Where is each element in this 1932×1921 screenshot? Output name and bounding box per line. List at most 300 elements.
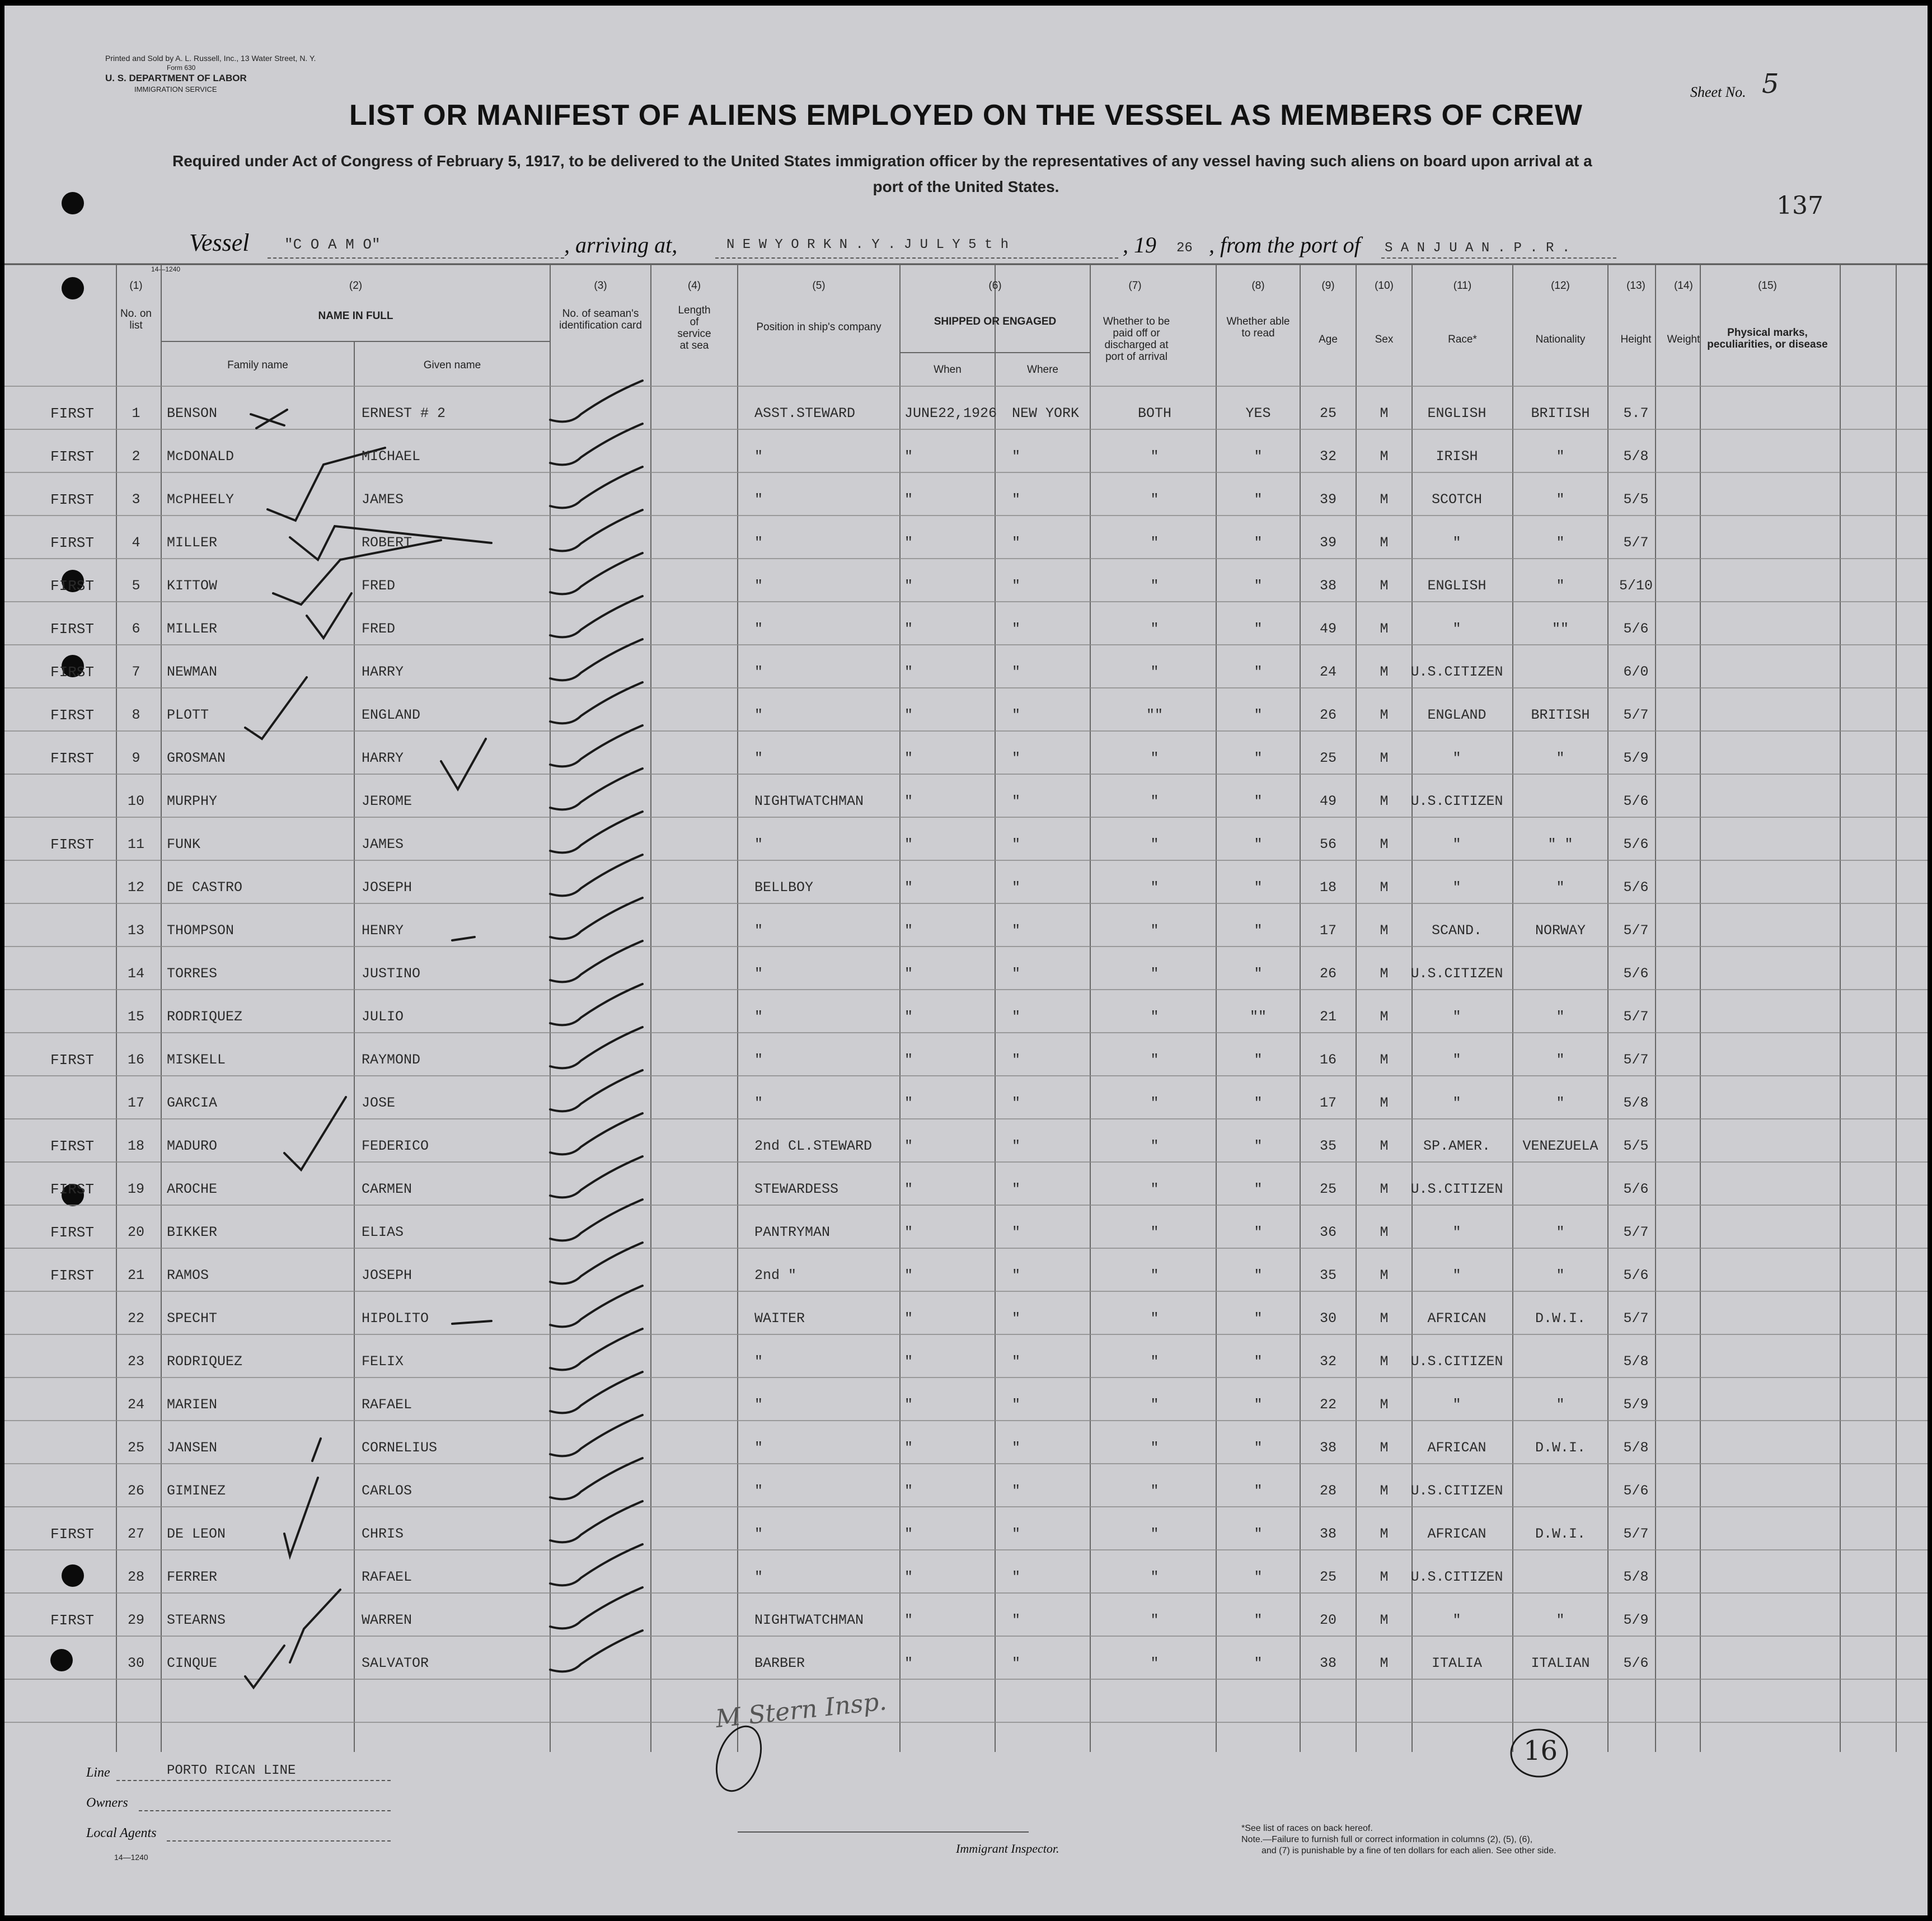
- cell-nat: VENEZUELA: [1522, 1138, 1598, 1154]
- cell-race: ": [1452, 1397, 1461, 1413]
- cell-position: 2nd ": [754, 1267, 797, 1283]
- cell-margin: FIRST: [50, 1267, 95, 1284]
- cell-position: ": [754, 621, 763, 637]
- owners-label: Owners: [86, 1796, 128, 1810]
- check-mark-icon: [550, 1587, 643, 1628]
- cell-position: ": [754, 1353, 763, 1370]
- cell-when: ": [904, 836, 913, 852]
- cell-age: 25: [1319, 1181, 1337, 1197]
- cell-height: 5/7: [1623, 922, 1649, 939]
- col-2b-header: Given name: [423, 359, 481, 371]
- cell-height: 5/10: [1619, 578, 1653, 594]
- local-agents-label: Local Agents: [86, 1826, 157, 1840]
- col-10-number: (10): [1375, 280, 1394, 292]
- cell-read: ": [1254, 491, 1263, 508]
- cell-age: 18: [1319, 879, 1337, 896]
- cell-race: ": [1452, 836, 1461, 852]
- check-mark-icon: [550, 1070, 643, 1111]
- cell-paid: ": [1150, 578, 1159, 594]
- cell-sex: M: [1380, 1181, 1389, 1197]
- cell-where: ": [1012, 1612, 1021, 1628]
- cell-nat: ITALIAN: [1531, 1655, 1590, 1671]
- cell-paid: ": [1150, 491, 1159, 508]
- cell-where: NEW YORK: [1012, 405, 1080, 421]
- cell-family: MADURO: [167, 1138, 218, 1154]
- cell-given: WARREN: [362, 1612, 412, 1628]
- cell-sex: M: [1380, 1440, 1389, 1456]
- cell-no: 21: [127, 1267, 144, 1283]
- col-4-header: Length of service at sea: [677, 304, 711, 352]
- footer-form-code: 14—1240: [114, 1853, 148, 1862]
- cell-when: ": [904, 1181, 913, 1197]
- cell-paid: ": [1150, 1138, 1159, 1154]
- cell-height: 5/8: [1623, 1569, 1649, 1585]
- cell-paid: ": [1150, 793, 1159, 809]
- cell-where: ": [1012, 1009, 1021, 1025]
- cell-race: AFRICAN: [1427, 1440, 1486, 1456]
- cell-race: ENGLISH: [1427, 405, 1486, 421]
- cell-given: RAFAEL: [362, 1397, 412, 1413]
- cell-family: MILLER: [167, 535, 218, 551]
- cell-paid: ": [1150, 448, 1159, 465]
- cell-margin: FIRST: [50, 664, 95, 681]
- cell-margin: FIRST: [50, 1181, 95, 1198]
- cell-read: ": [1254, 1440, 1263, 1456]
- cell-no: 13: [127, 922, 144, 939]
- cell-sex: M: [1380, 1397, 1389, 1413]
- cell-read: ": [1254, 1655, 1263, 1671]
- cell-sex: M: [1380, 1009, 1389, 1025]
- cell-margin: FIRST: [50, 1526, 95, 1543]
- cell-when: ": [904, 448, 913, 465]
- cell-nat: ": [1556, 535, 1565, 551]
- check-mark-icon: [550, 898, 643, 939]
- cell-race: ": [1452, 750, 1461, 766]
- form-number: Form 630: [167, 64, 196, 72]
- cell-age: 25: [1319, 750, 1337, 766]
- cell-age: 39: [1319, 491, 1337, 508]
- cell-margin: FIRST: [50, 621, 95, 638]
- cell-family: FERRER: [167, 1569, 218, 1585]
- cell-family: RODRIQUEZ: [167, 1009, 243, 1025]
- cell-when: ": [904, 750, 913, 766]
- col-12-number: (12): [1551, 280, 1570, 292]
- cell-when: JUNE22,1926: [904, 405, 997, 421]
- cell-no: 19: [127, 1181, 144, 1197]
- cell-where: ": [1012, 1267, 1021, 1283]
- cell-given: JULIO: [362, 1009, 404, 1025]
- col-8-number: (8): [1251, 280, 1265, 292]
- check-mark-icon: [550, 1156, 643, 1197]
- cell-given: RAYMOND: [362, 1052, 421, 1068]
- cell-family: AROCHE: [167, 1181, 218, 1197]
- cell-position: BARBER: [754, 1655, 805, 1671]
- cell-position: NIGHTWATCHMAN: [754, 793, 864, 809]
- cell-when: ": [904, 922, 913, 939]
- department: U. S. DEPARTMENT OF LABOR: [105, 73, 247, 83]
- cell-height: 5/6: [1623, 966, 1649, 982]
- cell-no: 30: [127, 1655, 144, 1671]
- sheet-number: 5: [1762, 68, 1779, 100]
- cell-race: U.S.CITIZEN: [1410, 1483, 1503, 1499]
- cell-sex: M: [1380, 750, 1389, 766]
- cell-where: ": [1012, 535, 1021, 551]
- cell-read: ": [1254, 1224, 1263, 1240]
- cell-paid: ": [1150, 1569, 1159, 1585]
- check-mark-icon: [550, 1329, 643, 1370]
- cell-no: 3: [132, 491, 140, 508]
- cell-nat: D.W.I.: [1535, 1440, 1586, 1456]
- cell-no: 4: [132, 535, 140, 551]
- col-11-number: (11): [1453, 280, 1472, 292]
- col-2a-header: Family name: [227, 359, 288, 371]
- cell-read: ": [1254, 664, 1263, 680]
- col-10-header: Sex: [1375, 334, 1394, 345]
- vessel-label: Vessel: [189, 229, 250, 256]
- cell-position: ": [754, 535, 763, 551]
- cell-given: CORNELIUS: [362, 1440, 438, 1456]
- cell-nat: ": [1556, 1095, 1565, 1111]
- cell-sex: M: [1380, 836, 1389, 852]
- cell-family: McPHEELY: [167, 491, 235, 508]
- check-mark-icon: [550, 941, 643, 982]
- cell-sex: M: [1380, 621, 1389, 637]
- cell-race: ": [1452, 1052, 1461, 1068]
- cell-paid: ": [1150, 1526, 1159, 1542]
- cell-when: ": [904, 621, 913, 637]
- cell-given: HENRY: [362, 922, 404, 939]
- manifest-sheet: [4, 6, 1928, 1915]
- cell-height: 5/6: [1623, 879, 1649, 896]
- cell-read: ": [1254, 1138, 1263, 1154]
- cell-sex: M: [1380, 1612, 1389, 1628]
- cell-where: ": [1012, 1052, 1021, 1068]
- cell-paid: BOTH: [1137, 405, 1171, 421]
- cell-age: 56: [1319, 836, 1337, 852]
- cell-position: ": [754, 664, 763, 680]
- cell-where: ": [1012, 621, 1021, 637]
- cell-age: 39: [1319, 535, 1337, 551]
- cell-read: "": [1249, 1009, 1267, 1025]
- cell-no: 8: [132, 707, 140, 723]
- cell-when: ": [904, 578, 913, 594]
- cell-no: 18: [127, 1138, 144, 1154]
- cell-paid: ": [1150, 879, 1159, 896]
- cell-height: 6/0: [1623, 664, 1649, 680]
- cell-margin: FIRST: [50, 405, 95, 422]
- cell-height: 5/6: [1623, 793, 1649, 809]
- cell-age: 32: [1319, 448, 1337, 465]
- form-code: 14—1240: [151, 265, 181, 273]
- cell-no: 5: [132, 578, 140, 594]
- cell-margin: FIRST: [50, 836, 95, 853]
- cell-sex: M: [1380, 1310, 1389, 1327]
- cell-position: ASST.STEWARD: [754, 405, 856, 421]
- cell-paid: ": [1150, 1483, 1159, 1499]
- cell-age: 16: [1319, 1052, 1337, 1068]
- line-label: Line: [86, 1765, 110, 1780]
- check-mark-icon: [550, 984, 643, 1025]
- cell-paid: ": [1150, 750, 1159, 766]
- col-9-header: Age: [1319, 334, 1338, 345]
- cell-read: ": [1254, 966, 1263, 982]
- cell-when: ": [904, 966, 913, 982]
- cell-sex: M: [1380, 1095, 1389, 1111]
- cell-sex: M: [1380, 1224, 1389, 1240]
- col-3-header: No. of seaman's identification card: [559, 308, 642, 331]
- cell-race: ENGLISH: [1427, 578, 1486, 594]
- cell-read: ": [1254, 621, 1263, 637]
- cell-when: ": [904, 1353, 913, 1370]
- col-6b-header: Where: [1027, 364, 1058, 376]
- cell-race: ITALIA: [1431, 1655, 1482, 1671]
- cell-where: ": [1012, 1569, 1021, 1585]
- cell-height: 5/7: [1623, 1224, 1649, 1240]
- cell-read: ": [1254, 1095, 1263, 1111]
- cell-read: ": [1254, 879, 1263, 896]
- vessel-name: "C O A M O": [284, 236, 381, 253]
- check-mark-icon: [550, 855, 643, 896]
- check-mark-icon: [550, 1630, 643, 1671]
- cell-where: ": [1012, 1397, 1021, 1413]
- cell-when: ": [904, 1612, 913, 1628]
- cell-paid: ": [1150, 535, 1159, 551]
- col-6-number: (6): [988, 280, 1002, 292]
- col-7-header: Whether to be paid off or discharged at port of arrival: [1103, 316, 1170, 363]
- check-mark-icon: [550, 1200, 643, 1240]
- cell-given: CARLOS: [362, 1483, 412, 1499]
- cell-age: 20: [1319, 1612, 1337, 1628]
- cell-height: 5/6: [1623, 836, 1649, 852]
- cell-family: MISKELL: [167, 1052, 226, 1068]
- cell-paid: ": [1150, 966, 1159, 982]
- cell-nat: ": [1556, 491, 1565, 508]
- cell-when: ": [904, 707, 913, 723]
- cell-read: ": [1254, 578, 1263, 594]
- cell-given: CHRIS: [362, 1526, 404, 1542]
- cell-position: ": [754, 1526, 763, 1542]
- cell-family: TORRES: [167, 966, 218, 982]
- cell-age: 30: [1319, 1310, 1337, 1327]
- cell-height: 5/8: [1623, 448, 1649, 465]
- cell-read: ": [1254, 535, 1263, 551]
- cell-where: ": [1012, 1138, 1021, 1154]
- cell-margin: FIRST: [50, 448, 95, 465]
- cell-nat: " ": [1548, 836, 1573, 852]
- cell-sex: M: [1380, 1052, 1389, 1068]
- cell-paid: ": [1150, 1181, 1159, 1197]
- cell-where: ": [1012, 1224, 1021, 1240]
- cell-paid: ": [1150, 664, 1159, 680]
- cell-margin: FIRST: [50, 707, 95, 724]
- cell-read: ": [1254, 1353, 1263, 1370]
- cell-no: 15: [127, 1009, 144, 1025]
- check-mark-icon: [550, 1113, 643, 1154]
- cell-position: ": [754, 1483, 763, 1499]
- check-mark-icon: [550, 424, 643, 465]
- cell-given: HARRY: [362, 750, 404, 766]
- cell-given: MICHAEL: [362, 448, 421, 465]
- cell-age: 25: [1319, 1569, 1337, 1585]
- cell-paid: ": [1150, 1655, 1159, 1671]
- cell-family: STEARNS: [167, 1612, 226, 1628]
- cell-race: AFRICAN: [1427, 1310, 1486, 1327]
- col-1-header: No. on list: [120, 308, 152, 331]
- cell-read: ": [1254, 1181, 1263, 1197]
- cell-paid: ": [1150, 1440, 1159, 1456]
- cell-given: FEDERICO: [362, 1138, 429, 1154]
- cell-where: ": [1012, 966, 1021, 982]
- cell-race: U.S.CITIZEN: [1410, 966, 1503, 982]
- col-6a-header: When: [934, 364, 962, 376]
- cell-family: PLOTT: [167, 707, 209, 723]
- cell-position: ": [754, 1052, 763, 1068]
- check-mark-icon: [550, 1027, 643, 1068]
- cell-family: CINQUE: [167, 1655, 218, 1671]
- cell-when: ": [904, 491, 913, 508]
- cell-read: ": [1254, 707, 1263, 723]
- cell-where: ": [1012, 491, 1021, 508]
- cell-no: 28: [127, 1569, 144, 1585]
- cell-paid: ": [1150, 1353, 1159, 1370]
- col-9-number: (9): [1321, 280, 1335, 292]
- check-mark-icon: [550, 1243, 643, 1283]
- cell-no: 7: [132, 664, 140, 680]
- cell-race: IRISH: [1436, 448, 1478, 465]
- cell-paid: ": [1150, 836, 1159, 852]
- cell-no: 29: [127, 1612, 144, 1628]
- cell-sex: M: [1380, 1483, 1389, 1499]
- cell-position: ": [754, 707, 763, 723]
- cell-race: ": [1452, 1612, 1461, 1628]
- cell-nat: "": [1551, 621, 1569, 637]
- cell-margin: FIRST: [50, 1224, 95, 1241]
- cell-where: ": [1012, 664, 1021, 680]
- cell-age: 32: [1319, 1353, 1337, 1370]
- cell-when: ": [904, 1569, 913, 1585]
- cell-when: ": [904, 1440, 913, 1456]
- cell-position: ": [754, 836, 763, 852]
- cell-age: 36: [1319, 1224, 1337, 1240]
- cell-no: 24: [127, 1397, 144, 1413]
- cell-no: 9: [132, 750, 140, 766]
- cell-family: BIKKER: [167, 1224, 218, 1240]
- cell-age: 38: [1319, 1655, 1337, 1671]
- cell-race: ": [1452, 1267, 1461, 1283]
- cell-nat: NORWAY: [1535, 922, 1586, 939]
- cell-age: 25: [1319, 405, 1337, 421]
- cell-nat: ": [1556, 1267, 1565, 1283]
- check-mark-icon: [550, 812, 643, 852]
- cell-position: ": [754, 1397, 763, 1413]
- inspector-label: Immigrant Inspector.: [956, 1842, 1059, 1856]
- cell-given: ROBERT: [362, 535, 412, 551]
- cell-sex: M: [1380, 448, 1389, 465]
- cell-position: STEWARDESS: [754, 1181, 839, 1197]
- check-mark-icon: [550, 467, 643, 508]
- cell-when: ": [904, 1009, 913, 1025]
- circled-total: 16: [1523, 1735, 1558, 1767]
- cell-nat: ": [1556, 879, 1565, 896]
- document-title: LIST OR MANIFEST OF ALIENS EMPLOYED ON THE VESSEL AS MEMBERS OF CREW: [349, 99, 1583, 132]
- cell-where: ": [1012, 836, 1021, 852]
- cell-height: 5/7: [1623, 1310, 1649, 1327]
- col-11-header: Race*: [1448, 334, 1477, 345]
- cell-age: 35: [1319, 1267, 1337, 1283]
- cell-position: ": [754, 448, 763, 465]
- cell-sex: M: [1380, 1353, 1389, 1370]
- cell-no: 14: [127, 966, 144, 982]
- cell-when: ": [904, 879, 913, 896]
- cell-read: ": [1254, 1569, 1263, 1585]
- subtitle-line: Required under Act of Congress of February 5, 1917, to be delivered to the United States immigration officer by the representatives of any vessel having such aliens on board upon arrival at a: [172, 152, 1592, 170]
- cell-position: WAITER: [754, 1310, 805, 1327]
- cell-when: ": [904, 793, 913, 809]
- cell-sex: M: [1380, 405, 1389, 421]
- cell-margin: FIRST: [50, 750, 95, 767]
- cell-given: HARRY: [362, 664, 404, 680]
- cell-age: 26: [1319, 707, 1337, 723]
- cell-position: BELLBOY: [754, 879, 814, 896]
- cell-paid: "": [1146, 707, 1163, 723]
- cell-race: ": [1452, 1095, 1461, 1111]
- cell-sex: M: [1380, 1138, 1389, 1154]
- cell-when: ": [904, 1052, 913, 1068]
- cell-position: 2nd CL.STEWARD: [754, 1138, 873, 1154]
- cell-no: 1: [132, 405, 140, 421]
- cell-family: THOMPSON: [167, 922, 235, 939]
- cell-sex: M: [1380, 1267, 1389, 1283]
- cell-given: SALVATOR: [362, 1655, 429, 1671]
- col-13-header: Height: [1620, 334, 1652, 345]
- check-mark-icon: [550, 1286, 643, 1327]
- cell-paid: ": [1150, 1009, 1159, 1025]
- cell-read: ": [1254, 793, 1263, 809]
- cell-when: ": [904, 1397, 913, 1413]
- cell-given: JAMES: [362, 836, 404, 852]
- cell-where: ": [1012, 750, 1021, 766]
- cell-where: ": [1012, 1095, 1021, 1111]
- cell-height: 5/6: [1623, 621, 1649, 637]
- cell-family: GARCIA: [167, 1095, 218, 1111]
- cell-given: FELIX: [362, 1353, 404, 1370]
- cell-given: FRED: [362, 578, 396, 594]
- col-15-header: Physical marks, peculiarities, or disease: [1707, 327, 1828, 350]
- cell-position: ": [754, 1095, 763, 1111]
- arriving-label: , arriving at,: [564, 232, 678, 257]
- from-label: , from the port of: [1209, 232, 1361, 257]
- cell-position: ": [754, 491, 763, 508]
- cell-read: ": [1254, 1483, 1263, 1499]
- cell-height: 5/5: [1623, 1138, 1649, 1154]
- cell-age: 17: [1319, 1095, 1337, 1111]
- cell-race: ": [1452, 1009, 1461, 1025]
- cell-age: 22: [1319, 1397, 1337, 1413]
- cell-given: JOSEPH: [362, 1267, 412, 1283]
- cell-no: 27: [127, 1526, 144, 1542]
- cell-family: NEWMAN: [167, 664, 218, 680]
- cell-when: ": [904, 1224, 913, 1240]
- cell-given: JOSEPH: [362, 879, 412, 896]
- penalty-note-cont: and (7) is punishable by a fine of ten dollars for each alien. See other side.: [1262, 1846, 1556, 1856]
- cell-race: U.S.CITIZEN: [1410, 793, 1503, 809]
- cell-where: ": [1012, 879, 1021, 896]
- cell-read: ": [1254, 1052, 1263, 1068]
- cell-where: ": [1012, 1655, 1021, 1671]
- arrival-port-date: N E W Y O R K N . Y . J U L Y 5 t h: [726, 237, 1009, 252]
- cell-height: 5.7: [1623, 405, 1649, 421]
- page-number: 137: [1776, 191, 1823, 220]
